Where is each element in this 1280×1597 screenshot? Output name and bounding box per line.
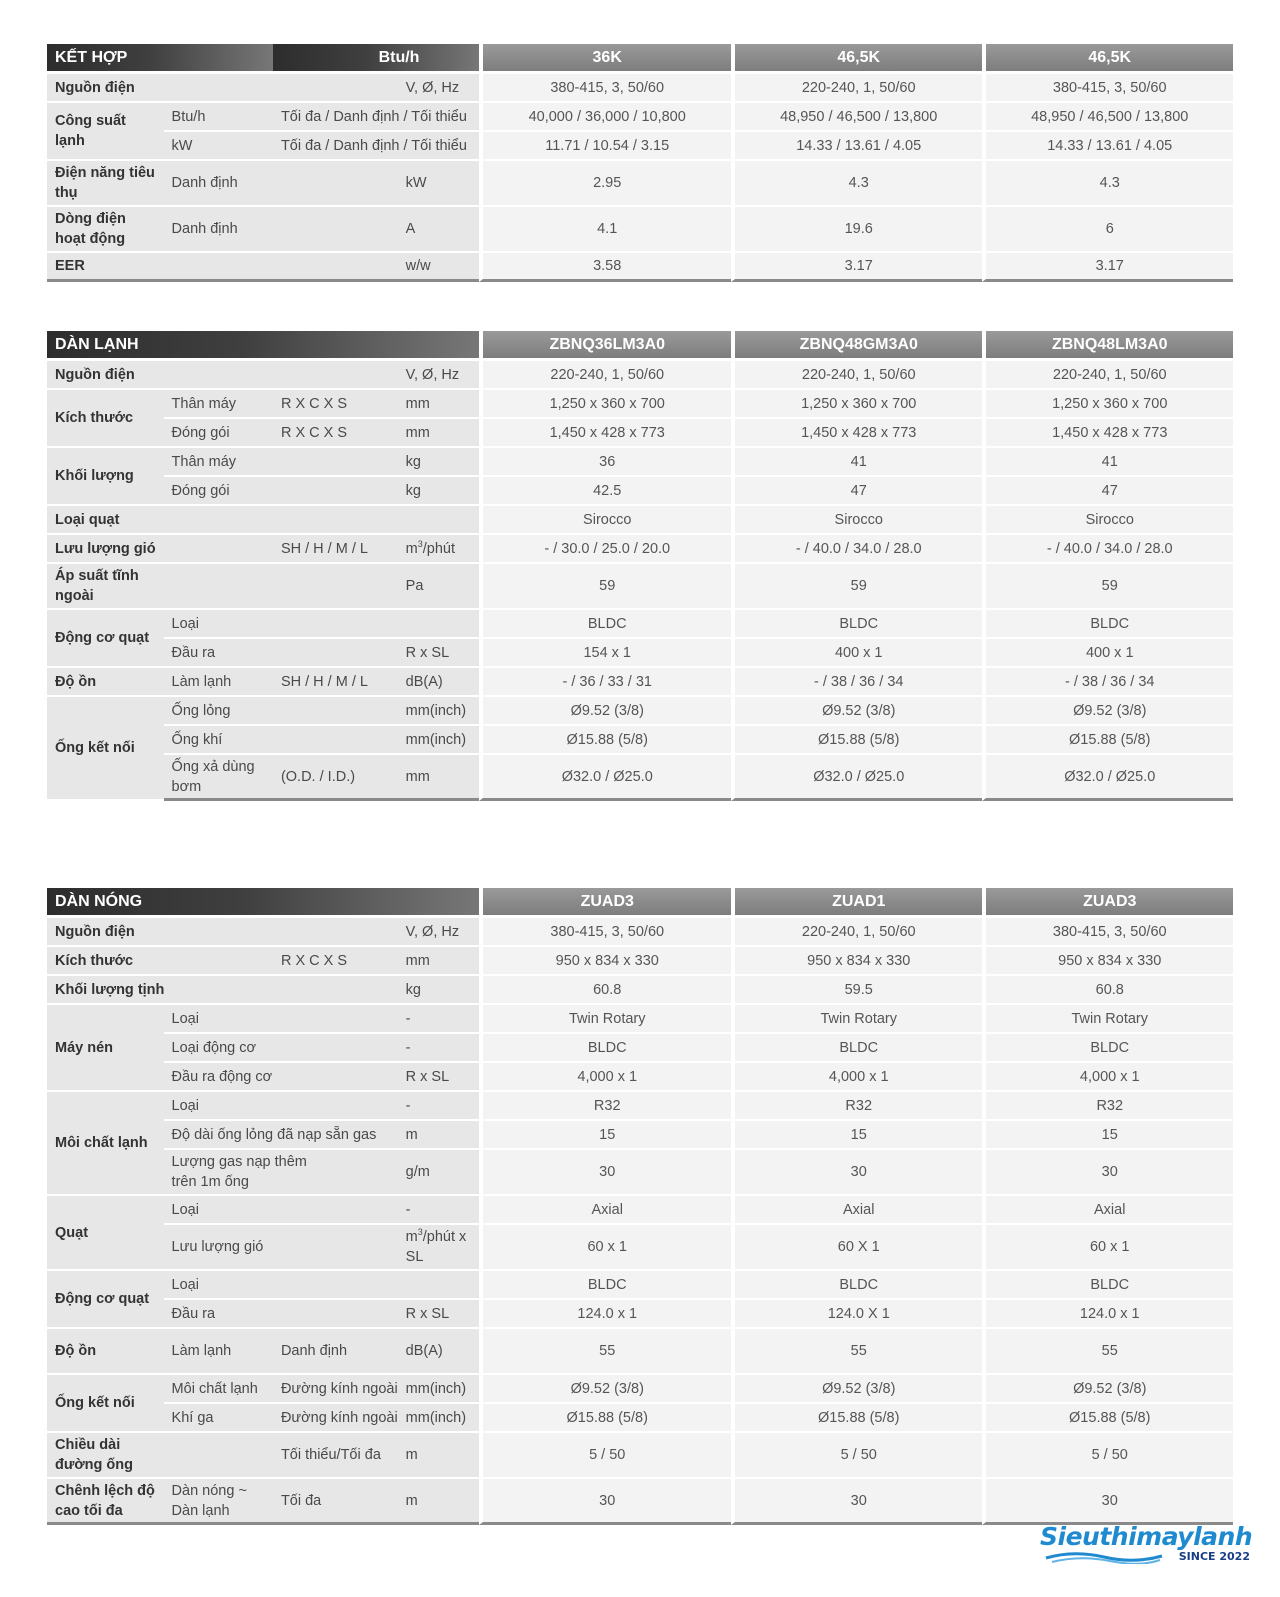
unit-cell: Pa	[398, 564, 480, 610]
model-header: ZBNQ48LM3A0	[982, 331, 1233, 361]
unit-cell: m	[398, 1479, 480, 1525]
unit-cell: R x SL	[398, 639, 480, 668]
value-cell: Twin Rotary	[982, 1005, 1233, 1034]
sub-label: Đầu ra	[164, 1300, 398, 1329]
sub-label: Loại động cơ	[164, 1034, 398, 1063]
sub-label: Loại	[164, 1271, 480, 1300]
value-cell: 30	[731, 1150, 983, 1196]
unit-cell: dB(A)	[398, 1329, 480, 1375]
value-cell: 124.0 x 1	[479, 1300, 731, 1329]
sub-label: kW	[164, 132, 273, 161]
value-cell: 59	[731, 564, 983, 610]
row-label: Công suất lạnh	[47, 103, 164, 161]
value-cell: 30	[479, 1479, 731, 1525]
value-cell: 4,000 x 1	[731, 1063, 983, 1092]
value-cell: 42.5	[479, 477, 731, 506]
sub-label: Đầu ra	[164, 639, 398, 668]
row-label: Khối lượng	[47, 448, 164, 506]
value-cell: 14.33 / 13.61 / 4.05	[731, 132, 983, 161]
row-label: Dòng điện hoạt động	[47, 207, 164, 253]
unit-cell: -	[398, 1005, 480, 1034]
value-cell: BLDC	[982, 610, 1233, 639]
sub-label-2: Danh định	[273, 1329, 398, 1375]
model-header: ZUAD3	[479, 888, 731, 918]
table-title: KẾT HỢP	[47, 44, 273, 74]
value-cell: 220-240, 1, 50/60	[731, 361, 983, 390]
value-cell: 3.17	[731, 253, 983, 282]
row-label: Nguồn điện	[47, 918, 398, 947]
value-cell: 220-240, 1, 50/60	[731, 74, 983, 103]
model-header: ZBNQ36LM3A0	[479, 331, 731, 361]
row-label: Nguồn điện	[47, 74, 398, 103]
sub-label: Đóng gói	[164, 477, 398, 506]
table-row	[47, 74, 1233, 103]
value-cell: Sirocco	[731, 506, 983, 535]
sub-label: Đầu ra động cơ	[164, 1063, 398, 1092]
logo-text: Sieuthimaylanh	[1040, 1522, 1253, 1551]
value-cell: 220-240, 1, 50/60	[731, 918, 983, 947]
value-cell: 30	[479, 1150, 731, 1196]
value-cell: - / 38 / 36 / 34	[982, 668, 1233, 697]
table-row	[47, 535, 1233, 564]
sub-label: Loại	[164, 1005, 398, 1034]
row-label: Kích thước	[47, 390, 164, 448]
value-cell: BLDC	[731, 1271, 983, 1300]
value-cell: 4,000 x 1	[479, 1063, 731, 1092]
value-cell: 60.8	[479, 976, 731, 1005]
row-label: Máy nén	[47, 1005, 164, 1092]
row-label: Loại quạt	[47, 506, 479, 535]
value-cell: Ø9.52 (3/8)	[479, 697, 731, 726]
value-cell: 41	[731, 448, 983, 477]
value-cell: 55	[982, 1329, 1233, 1375]
sub-label: Môi chất lạnh	[164, 1375, 273, 1404]
value-cell: 6	[982, 207, 1233, 253]
value-cell: BLDC	[982, 1271, 1233, 1300]
value-cell: 60 x 1	[982, 1225, 1233, 1271]
value-cell: 3.58	[479, 253, 731, 282]
table-row	[47, 1404, 1233, 1433]
value-cell: 4.3	[982, 161, 1233, 207]
table-row	[47, 506, 1233, 535]
unit-cell: V, Ø, Hz	[398, 918, 480, 947]
table-row	[47, 1225, 1233, 1271]
table-row	[47, 1150, 1233, 1196]
table-row	[47, 1433, 1233, 1479]
value-cell: R32	[982, 1092, 1233, 1121]
sub-label: Thân máy	[164, 448, 398, 477]
value-cell: - / 36 / 33 / 31	[479, 668, 731, 697]
value-cell: Ø32.0 / Ø25.0	[731, 755, 983, 801]
unit-cell: kg	[398, 448, 480, 477]
value-cell: 154 x 1	[479, 639, 731, 668]
unit-cell: dB(A)	[398, 668, 480, 697]
value-cell: 1,250 x 360 x 700	[982, 390, 1233, 419]
value-cell: 400 x 1	[982, 639, 1233, 668]
table-row	[47, 253, 1233, 282]
sub-label-2: Tối đa / Danh định / Tối thiểu	[273, 132, 480, 161]
model-header: 46,5K	[982, 44, 1233, 74]
value-cell: Ø15.88 (5/8)	[982, 726, 1233, 755]
unit-cell: $m^3$/phút x SL	[398, 1225, 480, 1271]
indoor-unit-spec-table	[47, 331, 1233, 801]
table-row	[47, 1063, 1233, 1092]
value-cell: 40,000 / 36,000 / 10,800	[479, 103, 731, 132]
value-cell: 5 / 50	[982, 1433, 1233, 1479]
sub-label: Khí ga	[164, 1404, 273, 1433]
value-cell: Ø9.52 (3/8)	[731, 1375, 983, 1404]
value-cell: Ø15.88 (5/8)	[731, 726, 983, 755]
value-cell: 3.17	[982, 253, 1233, 282]
row-label: Chiều dài đường ống	[47, 1433, 164, 1479]
sub-label: Thân máy	[164, 390, 273, 419]
sub-label-2: Tối đa	[273, 1479, 398, 1525]
row-label: Động cơ quạt	[47, 610, 164, 668]
value-cell: Axial	[731, 1196, 983, 1225]
value-cell: BLDC	[479, 1271, 731, 1300]
sub-label: Lưu lượng gió	[164, 1225, 398, 1271]
table-title: DÀN LẠNH	[47, 331, 479, 361]
value-cell: 380-415, 3, 50/60	[479, 918, 731, 947]
combination-spec-table	[47, 44, 1233, 282]
sub-label: Danh định	[164, 207, 398, 253]
value-cell: 30	[982, 1479, 1233, 1525]
value-cell: 1,450 x 428 x 773	[982, 419, 1233, 448]
value-cell: 60.8	[982, 976, 1233, 1005]
sub-label: Btu/h	[164, 103, 273, 132]
sub-label-2: Tối thiểu/Tối đa	[273, 1433, 398, 1479]
sub-label: Loại	[164, 1092, 398, 1121]
table-row	[47, 1300, 1233, 1329]
value-cell: - / 38 / 36 / 34	[731, 668, 983, 697]
sub-label: Độ dài ống lỏng đã nạp sẵn gas	[164, 1121, 398, 1150]
sub-label: Danh định	[164, 161, 398, 207]
value-cell: 59	[982, 564, 1233, 610]
table-row	[47, 1271, 1233, 1300]
unit-cell: mm	[398, 419, 480, 448]
site-logo[interactable]	[1040, 1522, 1252, 1566]
unit-cell: g/m	[398, 1150, 480, 1196]
value-cell: 380-415, 3, 50/60	[982, 918, 1233, 947]
table-title: DÀN NÓNG	[47, 888, 479, 918]
value-cell: 47	[731, 477, 983, 506]
unit-cell: kg	[398, 976, 480, 1005]
sub-label: Ống lỏng	[164, 697, 398, 726]
table-row	[47, 1375, 1233, 1404]
value-cell: Ø9.52 (3/8)	[731, 697, 983, 726]
value-cell: 14.33 / 13.61 / 4.05	[982, 132, 1233, 161]
header-unit: Btu/h	[273, 44, 480, 74]
wave-icon	[1044, 1550, 1164, 1564]
value-cell: - / 40.0 / 34.0 / 28.0	[982, 535, 1233, 564]
row-label: Độ ồn	[47, 668, 164, 697]
table-row	[47, 1005, 1233, 1034]
value-cell: Ø32.0 / Ø25.0	[479, 755, 731, 801]
value-cell: 48,950 / 46,500 / 13,800	[982, 103, 1233, 132]
table-row	[47, 697, 1233, 726]
row-label: Chênh lệch độ cao tối đa	[47, 1479, 164, 1525]
value-cell: 2.95	[479, 161, 731, 207]
sub-label-2: (O.D. / I.D.)	[273, 755, 398, 801]
row-label: Quạt	[47, 1196, 164, 1271]
table-row	[47, 755, 1233, 801]
value-cell: Ø9.52 (3/8)	[479, 1375, 731, 1404]
unit-cell: mm(inch)	[398, 697, 480, 726]
unit-cell: m	[398, 1121, 480, 1150]
table-row	[47, 564, 1233, 610]
unit-cell: mm	[398, 390, 480, 419]
value-cell: 1,250 x 360 x 700	[479, 390, 731, 419]
value-cell: 1,250 x 360 x 700	[731, 390, 983, 419]
value-cell: 19.6	[731, 207, 983, 253]
sub-label-2: SH / H / M / L	[273, 535, 398, 564]
value-cell: - / 30.0 / 25.0 / 20.0	[479, 535, 731, 564]
value-cell: Axial	[982, 1196, 1233, 1225]
value-cell: BLDC	[479, 1034, 731, 1063]
sub-label: Làm lạnh	[164, 668, 273, 697]
value-cell: 5 / 50	[479, 1433, 731, 1479]
sub-label-2: Đường kính ngoài	[273, 1404, 398, 1433]
sub-label-2: Tối đa / Danh định / Tối thiểu	[273, 103, 480, 132]
value-cell: 950 x 834 x 330	[479, 947, 731, 976]
unit-cell: mm(inch)	[398, 1375, 480, 1404]
row-label: EER	[47, 253, 398, 282]
row-label: Khối lượng tịnh	[47, 976, 398, 1005]
value-cell: 950 x 834 x 330	[982, 947, 1233, 976]
unit-cell: -	[398, 1034, 480, 1063]
value-cell: 124.0 x 1	[982, 1300, 1233, 1329]
value-cell: Ø9.52 (3/8)	[982, 697, 1233, 726]
value-cell: 950 x 834 x 330	[731, 947, 983, 976]
row-label: Điện năng tiêu thụ	[47, 161, 164, 207]
row-label: Nguồn điện	[47, 361, 398, 390]
value-cell: 60 x 1	[479, 1225, 731, 1271]
value-cell: R32	[479, 1092, 731, 1121]
unit-cell: -	[398, 1092, 480, 1121]
table-row	[47, 976, 1233, 1005]
value-cell: 5 / 50	[731, 1433, 983, 1479]
unit-cell: -	[398, 1196, 480, 1225]
value-cell: R32	[731, 1092, 983, 1121]
table-row	[47, 1121, 1233, 1150]
unit-cell: w/w	[398, 253, 480, 282]
value-cell: 36	[479, 448, 731, 477]
table-row	[47, 668, 1233, 697]
value-cell: Twin Rotary	[731, 1005, 983, 1034]
unit-cell: m	[398, 1433, 480, 1479]
model-header: ZBNQ48GM3A0	[731, 331, 983, 361]
value-cell: 41	[982, 448, 1233, 477]
model-header: ZUAD1	[731, 888, 983, 918]
table-row	[47, 419, 1233, 448]
value-cell: - / 40.0 / 34.0 / 28.0	[731, 535, 983, 564]
logo-since: SINCE 2022	[1178, 1550, 1250, 1563]
value-cell: BLDC	[982, 1034, 1233, 1063]
value-cell: 11.71 / 10.54 / 3.15	[479, 132, 731, 161]
value-cell: Twin Rotary	[479, 1005, 731, 1034]
sub-label: Loại	[164, 1196, 398, 1225]
value-cell: 220-240, 1, 50/60	[479, 361, 731, 390]
table-row	[47, 1479, 1233, 1525]
sub-label-2: R X C X S	[273, 947, 398, 976]
sub-label-2: R X C X S	[273, 419, 398, 448]
table-row	[47, 207, 1233, 253]
table-row	[47, 132, 1233, 161]
value-cell: Ø15.88 (5/8)	[479, 726, 731, 755]
model-header: ZUAD3	[982, 888, 1233, 918]
value-cell: 220-240, 1, 50/60	[982, 361, 1233, 390]
row-label: Kích thước	[47, 947, 273, 976]
value-cell: BLDC	[731, 1034, 983, 1063]
value-cell: 60 X 1	[731, 1225, 983, 1271]
table-row	[47, 1034, 1233, 1063]
value-cell: Sirocco	[479, 506, 731, 535]
value-cell: 4.3	[731, 161, 983, 207]
value-cell: 380-415, 3, 50/60	[479, 74, 731, 103]
unit-cell: mm(inch)	[398, 1404, 480, 1433]
value-cell: 1,450 x 428 x 773	[479, 419, 731, 448]
table-row	[47, 1329, 1233, 1375]
row-label: Động cơ quạt	[47, 1271, 164, 1329]
value-cell: Ø15.88 (5/8)	[731, 1404, 983, 1433]
outdoor-unit-spec-table	[47, 888, 1233, 1525]
table-row	[47, 103, 1233, 132]
value-cell: 15	[479, 1121, 731, 1150]
row-label: Ống kết nối	[47, 1375, 164, 1433]
value-cell: Ø9.52 (3/8)	[982, 1375, 1233, 1404]
value-cell: 400 x 1	[731, 639, 983, 668]
value-cell: Ø32.0 / Ø25.0	[982, 755, 1233, 801]
value-cell: BLDC	[479, 610, 731, 639]
unit-cell: R x SL	[398, 1063, 480, 1092]
value-cell: 59.5	[731, 976, 983, 1005]
row-label: Môi chất lạnh	[47, 1092, 164, 1196]
sub-label-2: Đường kính ngoài	[273, 1375, 398, 1404]
row-label: Độ ồn	[47, 1329, 164, 1375]
row-label: Lưu lượng gió	[47, 535, 273, 564]
value-cell: Sirocco	[982, 506, 1233, 535]
model-header: 36K	[479, 44, 731, 74]
sub-label: Đóng gói	[164, 419, 273, 448]
value-cell: 124.0 X 1	[731, 1300, 983, 1329]
value-cell: Ø15.88 (5/8)	[479, 1404, 731, 1433]
value-cell: 380-415, 3, 50/60	[982, 74, 1233, 103]
table-row	[47, 639, 1233, 668]
value-cell: 15	[982, 1121, 1233, 1150]
table-row	[47, 477, 1233, 506]
unit-cell: V, Ø, Hz	[398, 361, 480, 390]
sub-label: Làm lạnh	[164, 1329, 273, 1375]
table-row	[47, 161, 1233, 207]
sub-label: Ống xả dùng bơm	[164, 755, 273, 801]
table-row	[47, 448, 1233, 477]
sub-label: Lượng gas nạp thêm trên 1m ống	[164, 1150, 398, 1196]
value-cell: 1,450 x 428 x 773	[731, 419, 983, 448]
unit-cell: mm	[398, 947, 480, 976]
table-row	[47, 726, 1233, 755]
value-cell: 55	[731, 1329, 983, 1375]
value-cell: Ø15.88 (5/8)	[982, 1404, 1233, 1433]
table-row	[47, 1092, 1233, 1121]
value-cell: 15	[731, 1121, 983, 1150]
value-cell: 30	[982, 1150, 1233, 1196]
unit-cell: mm(inch)	[398, 726, 480, 755]
sub-label: Ống khí	[164, 726, 398, 755]
unit-cell: kg	[398, 477, 480, 506]
value-cell: 30	[731, 1479, 983, 1525]
value-cell: 4.1	[479, 207, 731, 253]
table-row	[47, 361, 1233, 390]
table-row	[47, 918, 1233, 947]
value-cell: 55	[479, 1329, 731, 1375]
value-cell: BLDC	[731, 610, 983, 639]
row-label: Áp suất tĩnh ngoài	[47, 564, 164, 610]
value-cell: 48,950 / 46,500 / 13,800	[731, 103, 983, 132]
row-label: Ống kết nối	[47, 697, 164, 801]
value-cell: 4,000 x 1	[982, 1063, 1233, 1092]
table-row	[47, 390, 1233, 419]
model-header: 46,5K	[731, 44, 983, 74]
unit-cell: mm	[398, 755, 480, 801]
unit-cell: $m^3$/phút	[398, 535, 480, 564]
table-row	[47, 610, 1233, 639]
unit-cell: kW	[398, 161, 480, 207]
unit-cell: R x SL	[398, 1300, 480, 1329]
unit-cell: A	[398, 207, 480, 253]
table-row	[47, 947, 1233, 976]
value-cell: 47	[982, 477, 1233, 506]
value-cell: 59	[479, 564, 731, 610]
sub-label-2: R X C X S	[273, 390, 398, 419]
unit-cell: V, Ø, Hz	[398, 74, 480, 103]
sub-label-2: SH / H / M / L	[273, 668, 398, 697]
value-cell: Axial	[479, 1196, 731, 1225]
sub-label: Loại	[164, 610, 480, 639]
sub-label: Dàn nóng ~ Dàn lạnh	[164, 1479, 273, 1525]
table-row	[47, 1196, 1233, 1225]
